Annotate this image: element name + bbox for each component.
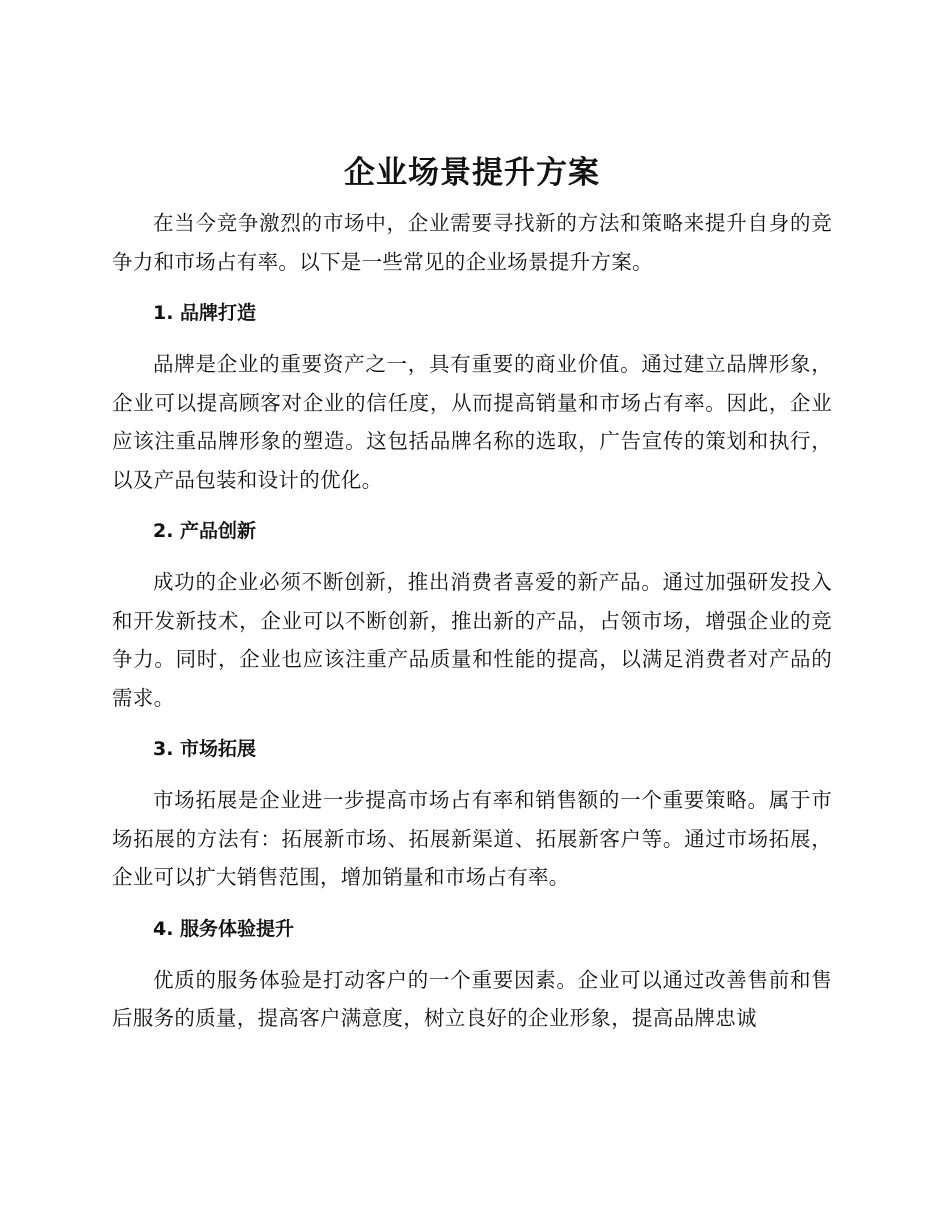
section-body-brand: 品牌是企业的重要资产之一，具有重要的商业价值。通过建立品牌形象，企业可以提高顾客对企业的信任度，从而提高销量和市场占有率。因此，企业应该注重品牌形象的塑造。这包括品牌名称的选取，广告宣传的策划和执行，以及产品包装和设计的优化。	[112, 352, 832, 492]
section-heading-service-experience: 4. 服务体验提升	[153, 917, 295, 940]
section-body-market-expansion: 市场拓展是企业进一步提高市场占有率和销售额的一个重要策略。属于市场拓展的方法有：拓展新市场、拓展新渠道、拓展新客户等。通过市场拓展，企业可以扩大销售范围，增加销量和市场占有率。	[112, 788, 832, 889]
document-page	[112, 148, 832, 1038]
section-heading-market-expansion: 3. 市场拓展	[153, 738, 257, 760]
document-title: 企业场景提升方案	[344, 155, 600, 191]
section-heading-brand: 1. 品牌打造	[153, 302, 257, 324]
section-heading-product-innovation: 2. 产品创新	[153, 520, 257, 542]
intro-paragraph: 在当今竞争激烈的市场中，企业需要寻找新的方法和策略来提升自身的竞争力和市场占有率。以下是一些常见的企业场景提升方案。	[112, 211, 832, 274]
section-body-service-experience: 优质的服务体验是打动客户的一个重要因素。企业可以通过改善售前和售后服务的质量，提高客户满意度，树立良好的企业形象，提高品牌忠诚	[112, 967, 832, 1030]
section-body-product-innovation: 成功的企业必须不断创新，推出消费者喜爱的新产品。通过加强研发投入和开发新技术，企业可以不断创新，推出新的产品，占领市场，增强企业的竞争力。同时，企业也应该注重产品质量和性能的提高，以满足消费者对产品的需求。	[112, 570, 832, 710]
